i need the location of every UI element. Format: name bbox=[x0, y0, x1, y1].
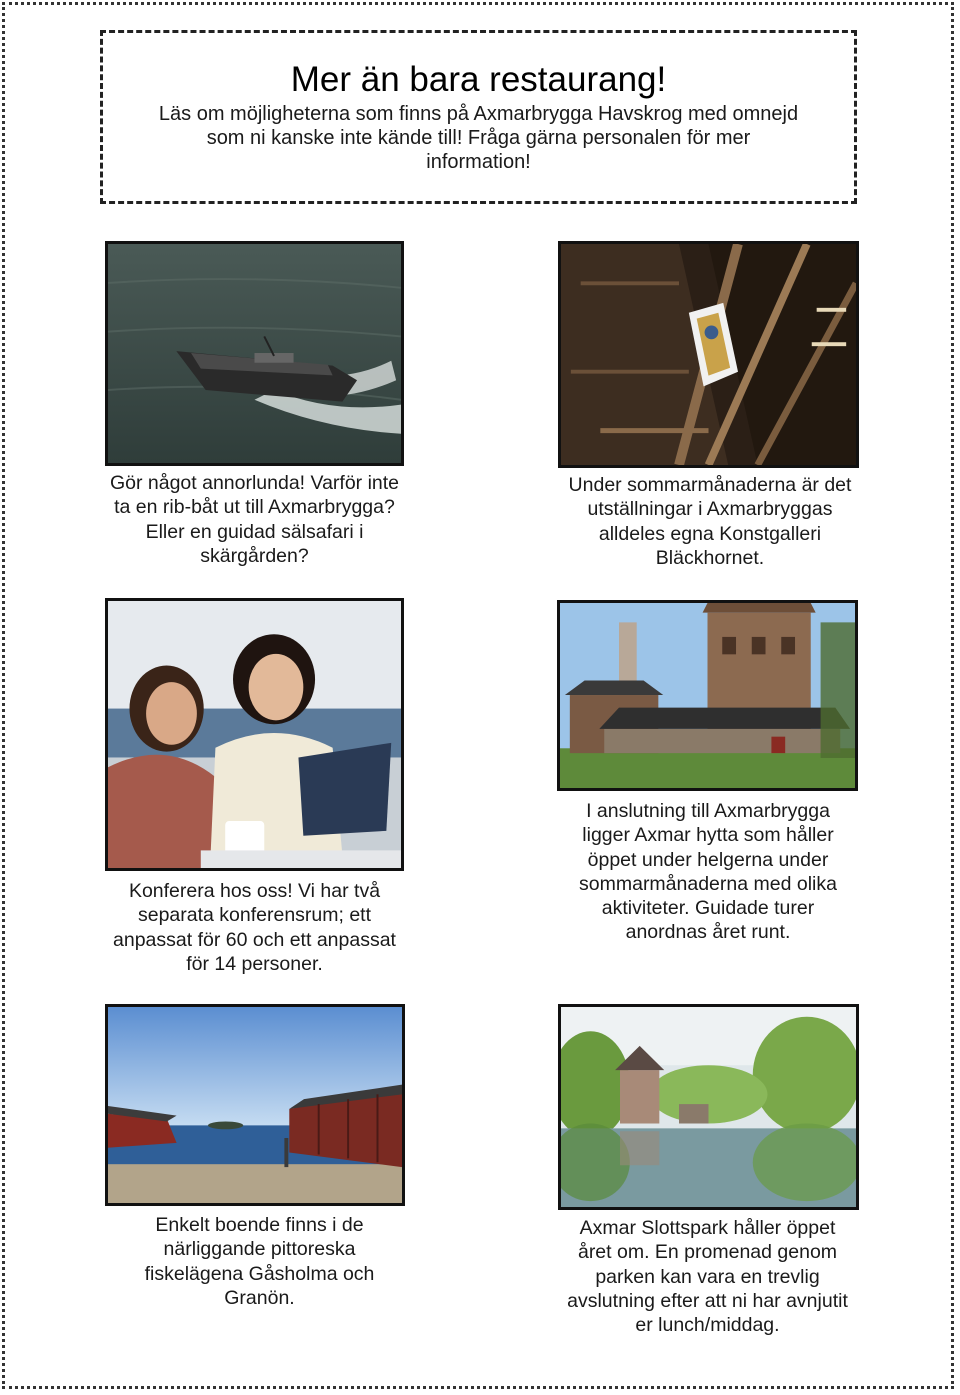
conference-photo bbox=[105, 598, 404, 871]
page-title: Mer än bara restaurang! bbox=[290, 60, 667, 99]
caption-rib-boat: Gör något annorlunda! Varför inte ta en rib-båt ut till Axmarbrygga? Eller en guidad sälsafari i skärgården? bbox=[109, 472, 400, 567]
caption-gallery: Under sommarmånaderna är det utställningar i Axmarbryggas alldeles egna Konstgalleri Bläckhornet. bbox=[568, 474, 852, 569]
rib-boat-photo bbox=[105, 241, 404, 466]
axmar-hytta-photo bbox=[557, 600, 858, 791]
intro-box bbox=[100, 30, 857, 204]
intro-text: Läs om möjligheterna som finns på Axmarbrygga Havskrog med omnejd som ni kanske inte kände till! Fråga gärna personalen för mer information! bbox=[158, 103, 799, 173]
fishing-village-photo bbox=[105, 1004, 405, 1206]
caption-castle-park: Axmar Slottspark håller öppet året om. En promenad genom parken kan vara en trevlig avslutning efter att ni har avnjutit er lunch/middag. bbox=[567, 1217, 848, 1337]
caption-conference: Konferera hos oss! Vi har två separata konferensrum; ett anpassat för 60 och ett anpassat för 14 personer. bbox=[113, 880, 396, 975]
gallery-interior-photo bbox=[558, 241, 859, 468]
castle-park-photo bbox=[558, 1004, 859, 1210]
caption-fishing-village: Enkelt boende finns i de närliggande pittoreska fiskelägena Gåsholma och Granön. bbox=[144, 1214, 375, 1309]
caption-axmar-hytta: I anslutning till Axmarbrygga ligger Axmar hytta som håller öppet under helgerna under sommarmånaderna med olika aktiviteter. Guidade turer anordnas året runt. bbox=[579, 800, 837, 944]
